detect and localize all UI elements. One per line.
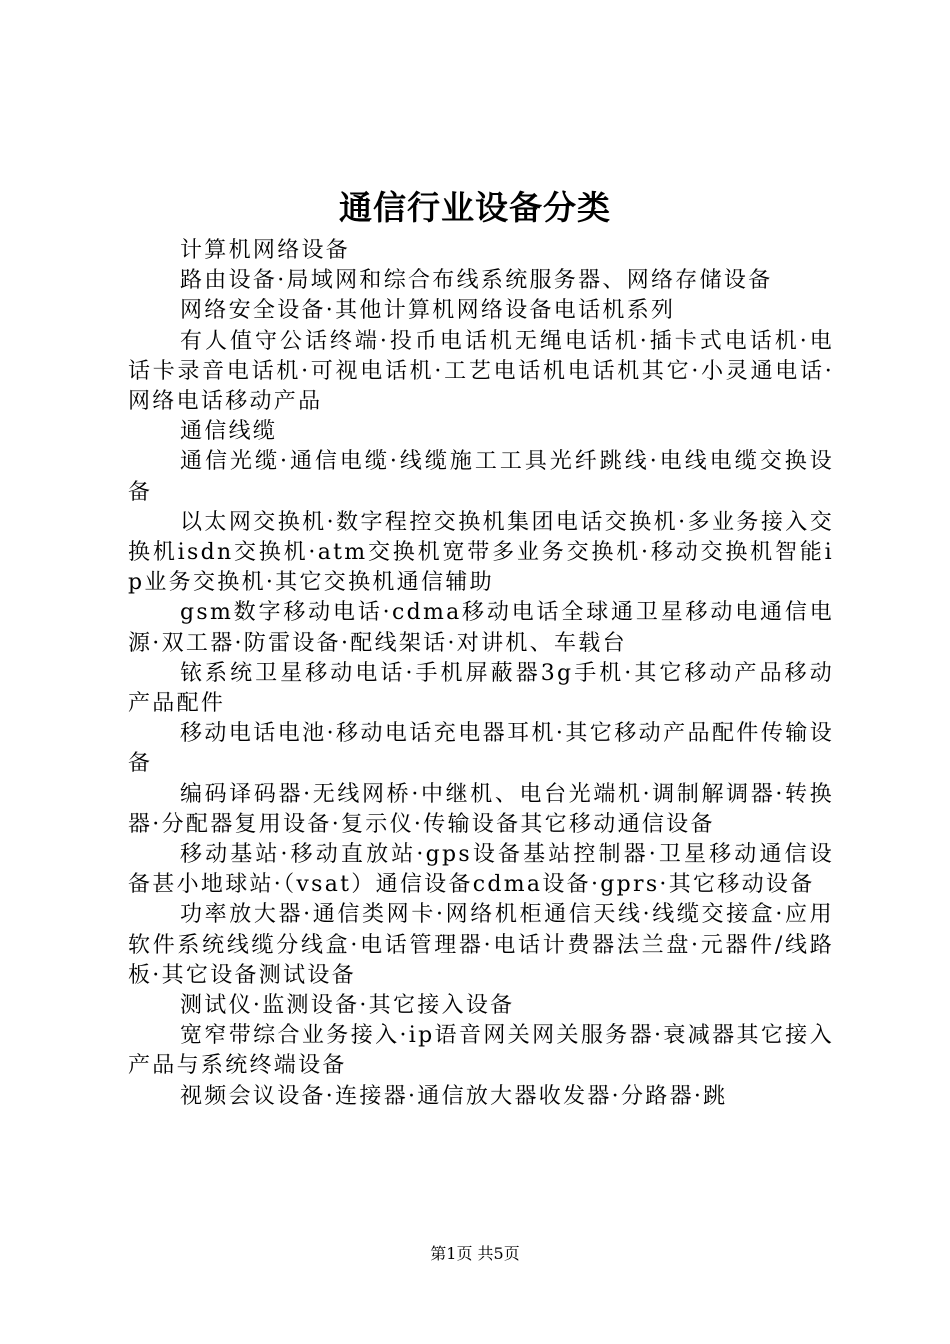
paragraph: 功率放大器·通信类网卡·网络机柜通信天线·线缆交接盒·应用软件系统线缆分线盒·电话管理器·电话计费器法兰盘·元器件/线路板·其它设备测试设备 (128, 902, 834, 988)
paragraph: 宽窄带综合业务接入·ip语音网关网关服务器·衰减器其它接入产品与系统终端设备 (128, 1023, 834, 1079)
paragraph: gsm数字移动电话·cdma移动电话全球通卫星移动电通信电源·双工器·防雷设备·配线架话·对讲机、车载台 (128, 600, 834, 656)
paragraph: 测试仪·监测设备·其它接入设备 (180, 993, 515, 1019)
paragraph: 以太网交换机·数字程控交换机集团电话交换机·多业务接入交换机isdn交换机·atm交换机宽带多业务交换机·移动交换机智能ip业务交换机·其它交换机通信辅助 (128, 509, 834, 596)
paragraph: 铱系统卫星移动电话·手机屏蔽器3g手机·其它移动产品移动产品配件 (128, 660, 834, 717)
paragraph: 网络安全设备·其他计算机网络设备电话机系列 (180, 298, 676, 324)
document-title: 通信行业设备分类 (339, 188, 611, 227)
paragraph: 有人值守公话终端·投币电话机无绳电话机·插卡式电话机·电话卡录音电话机·可视电话机·工艺电话机电话机其它·小灵通电话·网络电话移动产品 (128, 328, 834, 415)
paragraph: 移动基站·移动直放站·gps设备基站控制器·卫星移动通信设备甚小地球站·（vsat）通信设备cdma设备·gprs·其它移动设备 (128, 842, 834, 898)
paragraph: 视频会议设备·连接器·通信放大器收发器·分路器·跳 (180, 1083, 728, 1109)
paragraph: 路由设备·局域网和综合布线系统服务器、网络存储设备 (180, 268, 773, 294)
paragraph: 编码译码器·无线网桥·中继机、电台光端机·调制解调器·转换器·分配器复用设备·复示仪·传输设备其它移动通信设备 (128, 781, 834, 837)
paragraph: 通信光缆·通信电缆·线缆施工工具光纤跳线·电线电缆交换设备 (128, 449, 834, 505)
page-number-footer: 第1页 共5页 (430, 1244, 520, 1263)
paragraph: 通信线缆 (180, 419, 278, 445)
paragraph: 计算机网络设备 (180, 238, 351, 263)
document-body (128, 236, 834, 1112)
paragraph: 移动电话电池·移动电话充电器耳机·其它移动产品配件传输设备 (128, 721, 834, 777)
